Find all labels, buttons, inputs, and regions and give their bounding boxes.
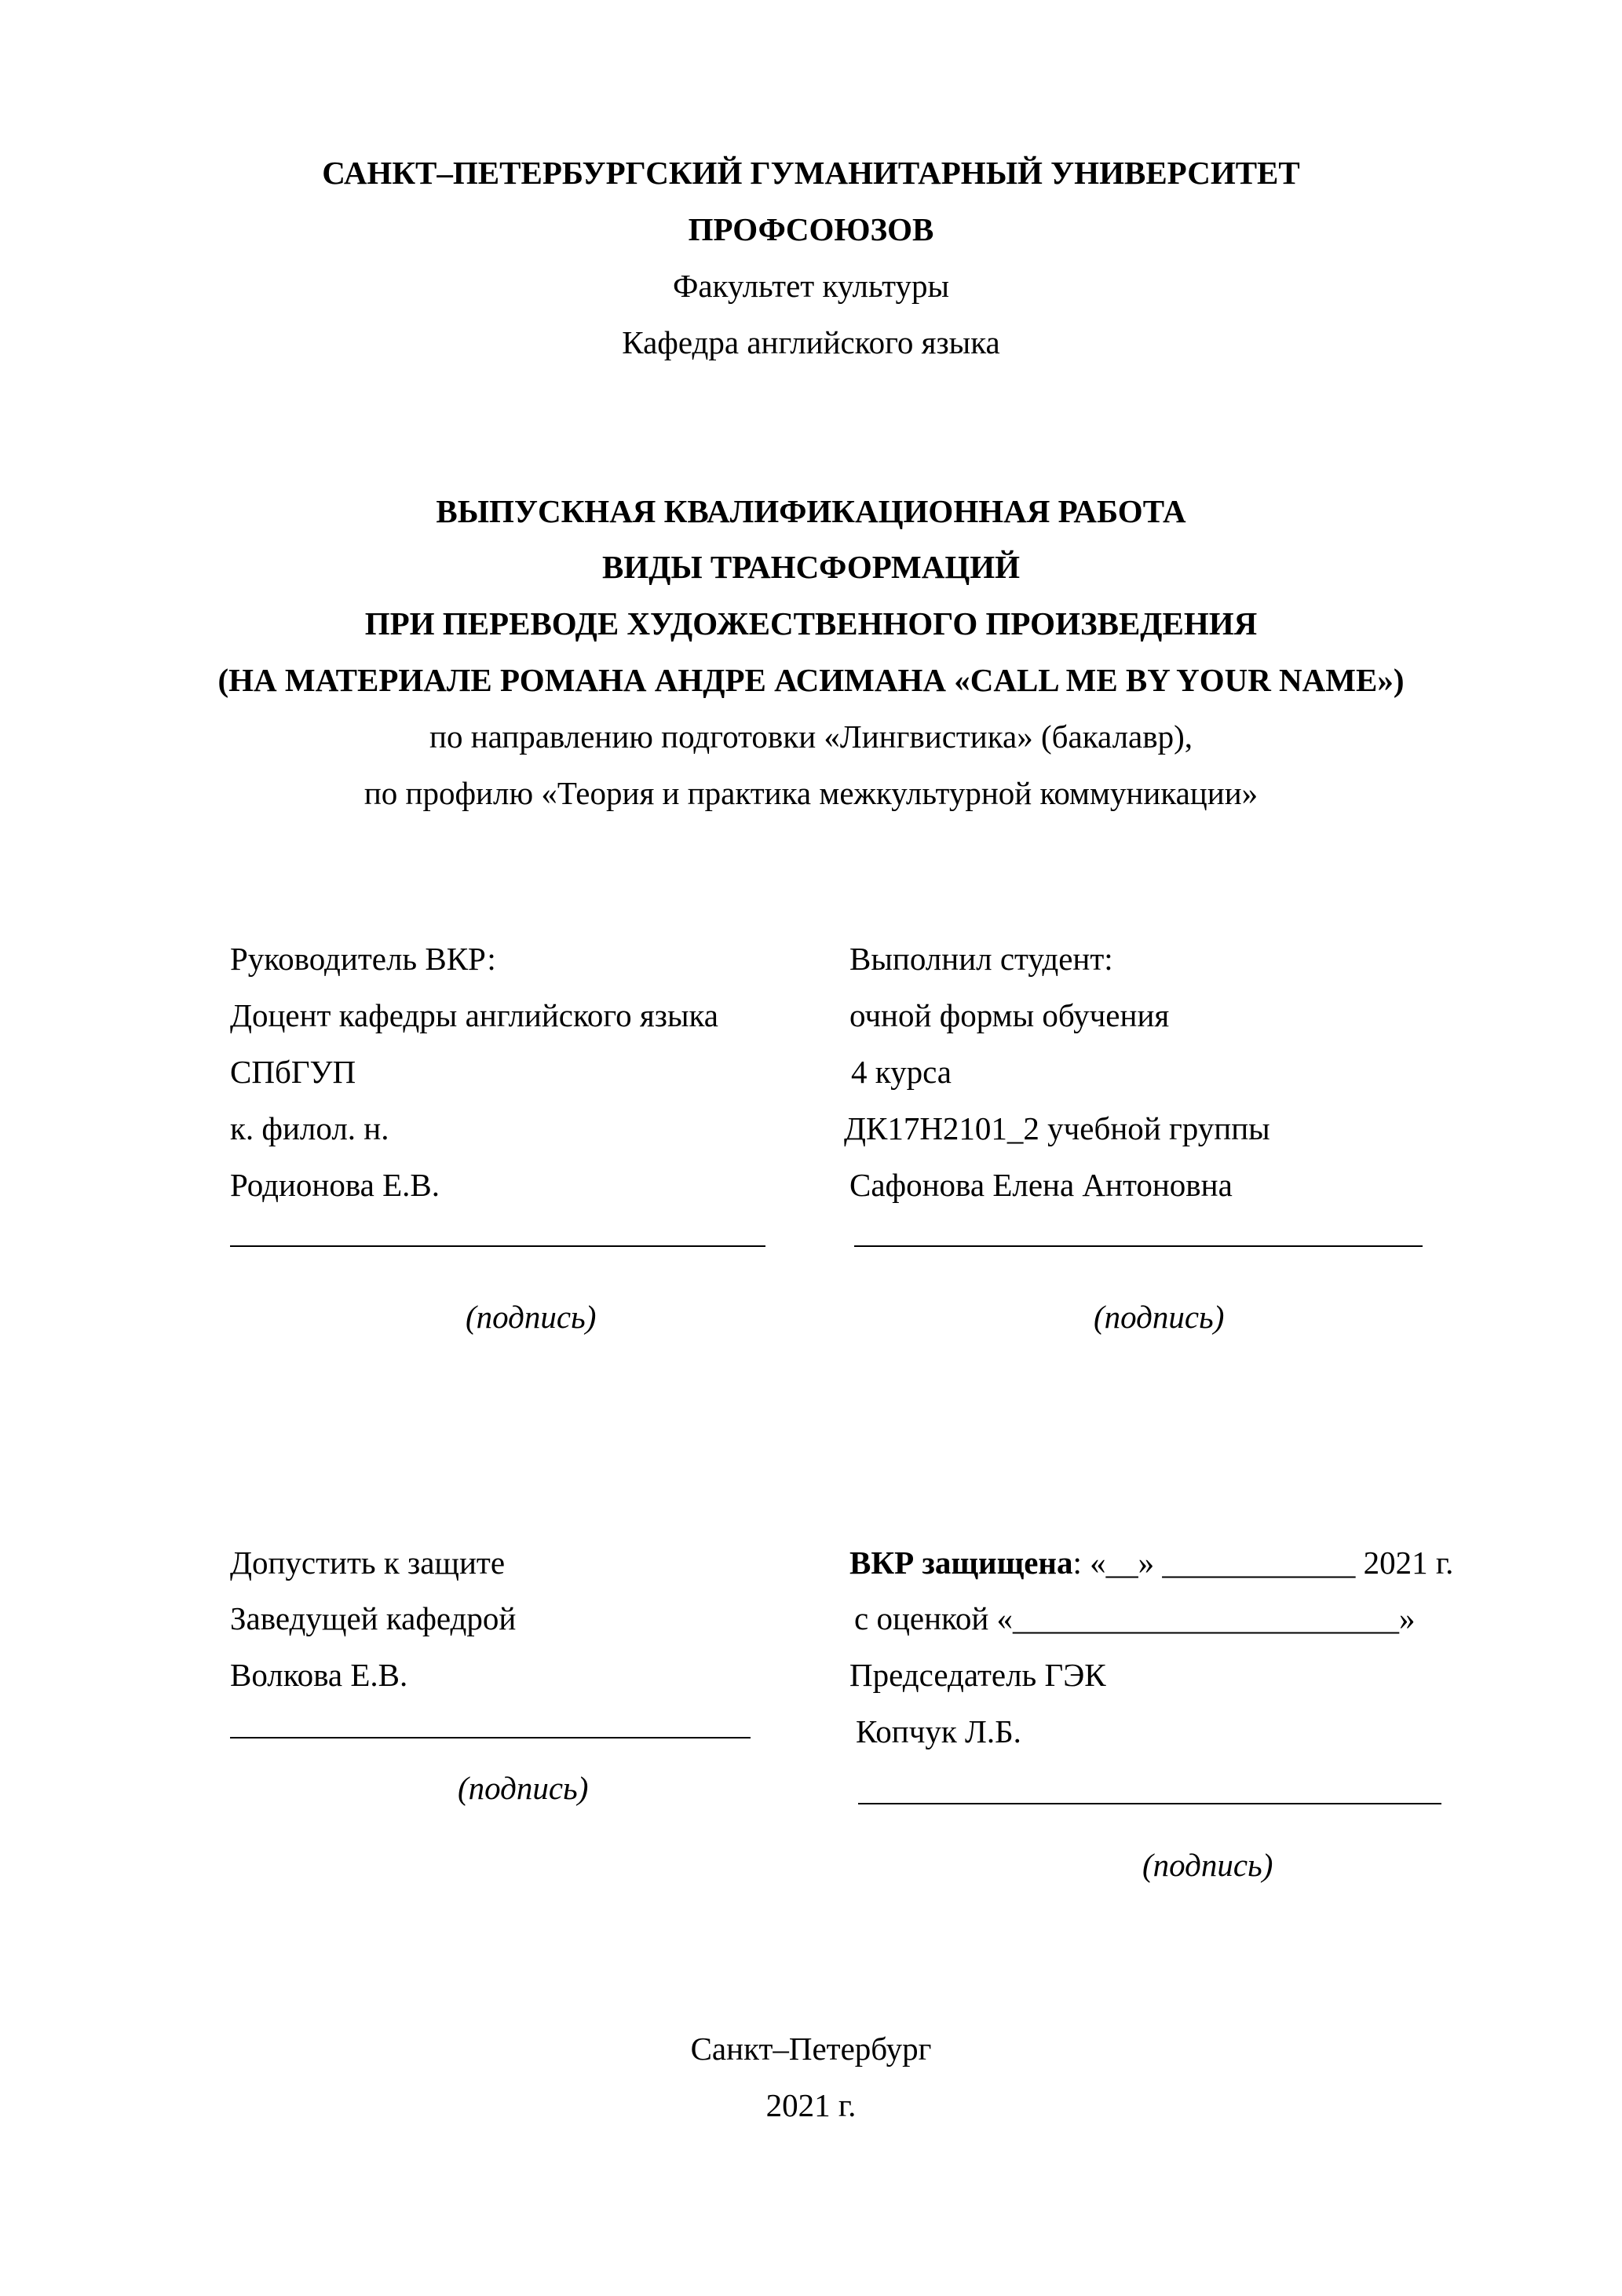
defense-status [849, 1547, 1453, 1579]
university-name-line2: ПРОФСОЮЗОВ [688, 211, 934, 247]
city: Санкт–Петербург [690, 2031, 932, 2067]
gek-chair-title: Председатель ГЭК [849, 1657, 1106, 1693]
student-study-form: очной формы обучения [849, 997, 1170, 1033]
student-name: Сафонова Елена Антоновна [849, 1167, 1233, 1203]
student-signature-label: (подпись) [1094, 1299, 1225, 1335]
year: 2021 г. [765, 2087, 857, 2123]
student-signature-line [854, 1245, 1423, 1247]
study-direction: по направлению подготовки «Лингвистика» (бакалавр), [429, 718, 1193, 755]
thesis-title-line2: ПРИ ПЕРЕВОДЕ ХУДОЖЕСТВЕННОГО ПРОИЗВЕДЕНИЯ [364, 605, 1258, 642]
gek-chair-name: Копчук Л.Б. [856, 1713, 1021, 1749]
faculty: Факультет культуры [672, 268, 950, 304]
admission-line2: Заведущей кафедрой [230, 1600, 517, 1636]
university-name-line1: САНКТ–ПЕТЕРБУРГСКИЙ ГУМАНИТАРНЫЙ УНИВЕРСИТЕТ [322, 155, 1300, 191]
head-of-department-name: Волкова Е.В. [230, 1657, 408, 1693]
defense-status-label: ВКР защищена [849, 1545, 1073, 1581]
study-profile: по профилю «Теория и практика межкультурной коммуникации» [363, 775, 1259, 811]
supervisor-heading: Руководитель ВКР: [230, 941, 496, 977]
supervisor-degree: к. филол. н. [230, 1110, 389, 1146]
supervisor-position: Доцент кафедры английского языка [230, 997, 718, 1033]
defense-date: : «__» ____________ 2021 г. [1072, 1545, 1454, 1581]
work-type-heading: ВЫПУСКНАЯ КВАЛИФИКАЦИОННАЯ РАБОТА [436, 493, 1186, 529]
gek-signature-line [858, 1803, 1441, 1804]
student-group: ДК17Н2101_2 учебной группы [844, 1110, 1270, 1146]
student-course: 4 курса [851, 1054, 952, 1090]
supervisor-name: Родионова Е.В. [230, 1167, 440, 1203]
student-heading: Выполнил студент: [849, 941, 1113, 977]
head-signature-label: (подпись) [458, 1770, 589, 1806]
admission-line1: Допустить к защите [230, 1545, 506, 1581]
thesis-title-line1: ВИДЫ ТРАНСФОРМАЦИЙ [601, 549, 1021, 585]
head-signature-line [230, 1737, 751, 1738]
supervisor-signature-line [230, 1245, 765, 1247]
thesis-title-line3: (НА МАТЕРИАЛЕ РОМАНА АНДРЕ АСИМАНА «CALL ME BY YOUR NAME») [217, 662, 1405, 698]
department: Кафедра английского языка [622, 324, 1000, 360]
defense-grade: с оценкой «________________________» [854, 1600, 1416, 1636]
gek-signature-label: (подпись) [1142, 1847, 1273, 1883]
supervisor-signature-label: (подпись) [466, 1299, 597, 1335]
supervisor-org: СПбГУП [230, 1054, 356, 1090]
